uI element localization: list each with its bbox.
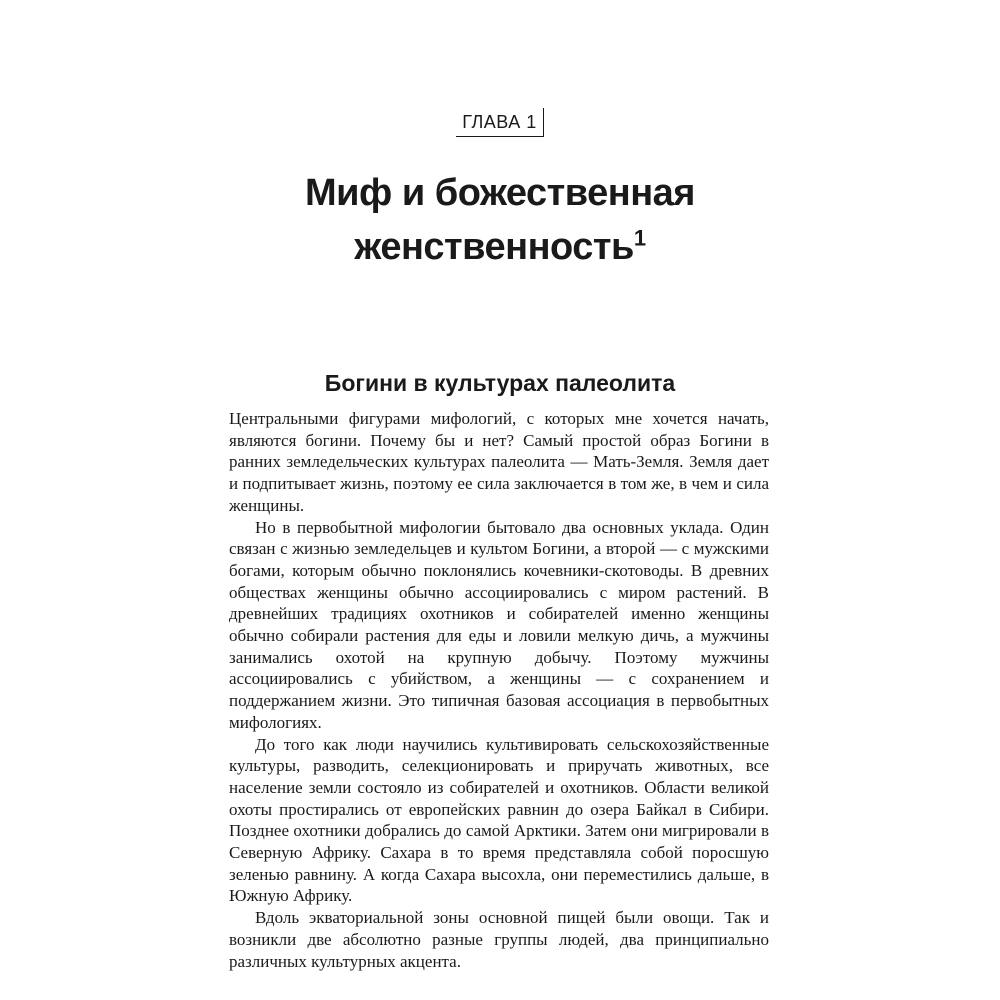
paragraph-1: Центральными фигурами мифологий, с которых мне хочется начать, являются богини. Почему бы и нет? Самый простой образ Богини в ранних земледельческих культурах палеолита — Мать-Земля. Земля дает и подпитывает жизнь, поэтому ее сила заключается в том же, в чем и сила женщины. bbox=[229, 409, 769, 515]
paragraph-3: До того как люди научились культивировать сельскохозяйственные культуры, разводить, селекционировать и приручать животных, все население земли состояло из собирателей и охотников. Области великой охоты простирались от европейских равнин до озера Байкал в Сибири. Позднее охотники добрались до самой Арктики. Затем они мигрировали в Северную Африку. Сахара в то время представляла собой поросшую зеленью равнину. А когда Сахара высохла, они переместились дальше, в Южную Африку. bbox=[229, 734, 769, 906]
body-text bbox=[229, 408, 769, 972]
paragraph-2: Но в первобытной мифологии бытовало два основных уклада. Один связан с жизнью земледельцев и культом Богини, а второй — с мужскими богами, которым обычно поклонялись кочевники-скотоводы. В древних обществах женщины обычно ассоциировались с миром растений. В древнейших традициях охотников и собирателей именно женщины обычно собирали растения для еды и ловили мелкую дичь, а мужчины занимались охотой на крупную добычу. Поэтому мужчины ассоциировались с убийством, а женщины — с сохранением и поддержанием жизни. Это типичная базовая ассоциация в первобытных мифологиях. bbox=[229, 517, 769, 732]
section-title: Богини в культурах палеолита bbox=[324, 370, 676, 396]
footnote-marker: 1 bbox=[633, 225, 646, 251]
chapter-number: ГЛАВА 1 bbox=[456, 108, 543, 137]
paragraph-4: Вдоль экваториальной зоны основной пищей были овощи. Так и возникли две абсолютно разные группы людей, два принципиально различных культурных акцента. bbox=[229, 908, 769, 971]
chapter-title bbox=[0, 166, 1000, 274]
chapter-title-line-1: Миф и божественная bbox=[305, 172, 695, 214]
chapter-label bbox=[0, 108, 1000, 137]
chapter-title-line-2: женственность bbox=[354, 226, 634, 268]
